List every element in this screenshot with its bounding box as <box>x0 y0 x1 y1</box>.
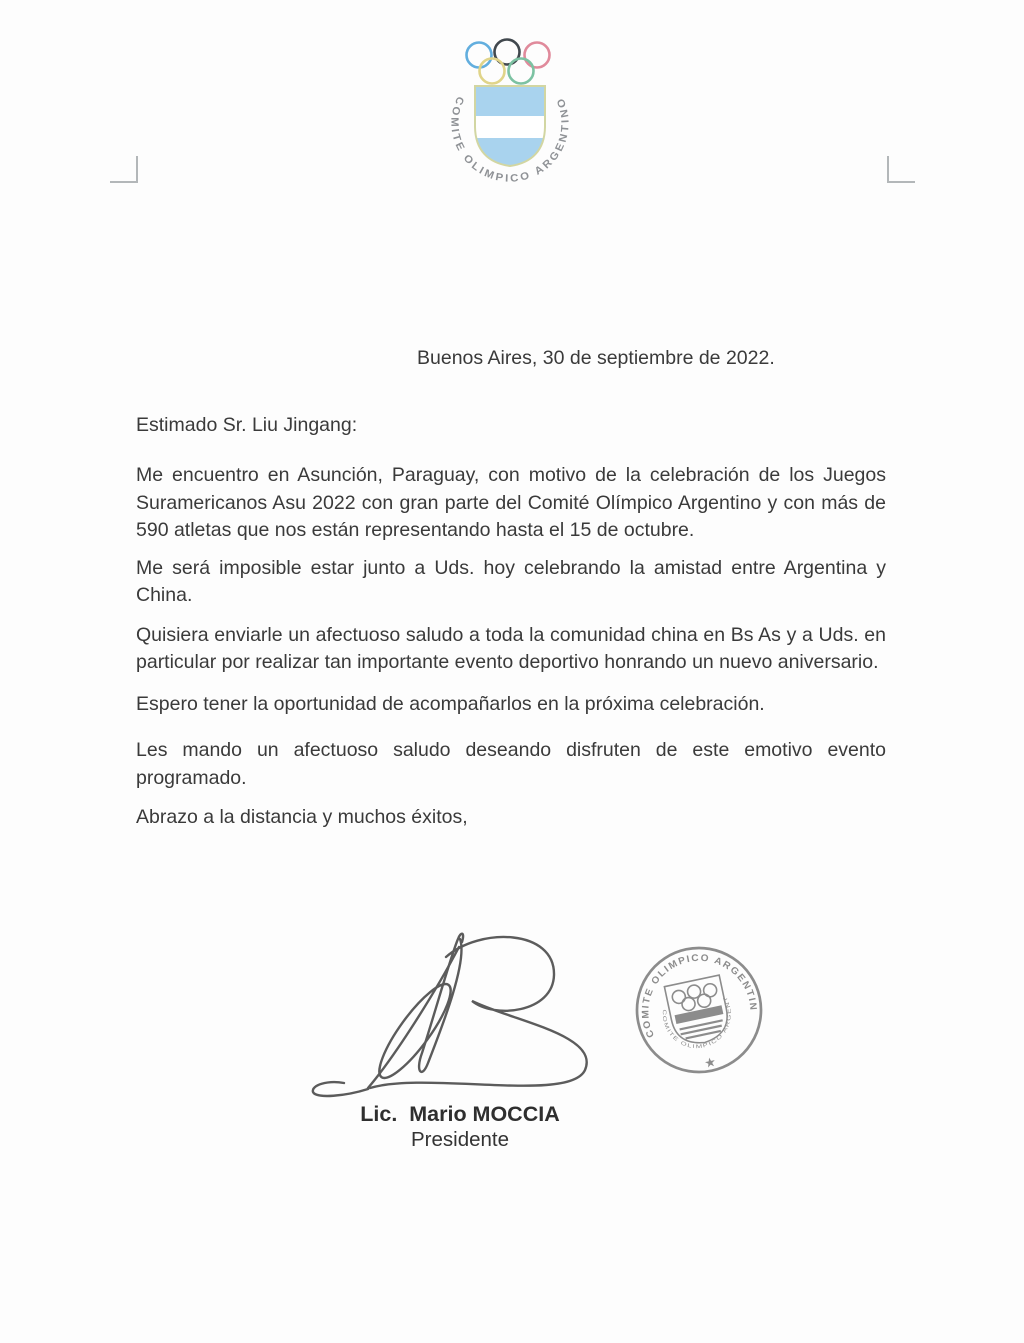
committee-ink-stamp <box>626 936 776 1086</box>
handwritten-signature <box>308 923 610 1105</box>
paragraph-3: Quisiera enviarle un afectuoso saludo a toda la comunidad china en Bs As y a Uds. en particular por realizar tan importante evento deportivo honrando un nuevo aniversario. <box>136 623 886 673</box>
registration-mark-left <box>110 156 138 183</box>
olympic-rings-icon <box>467 40 550 84</box>
signer-name: Lic. Mario MOCCIA <box>360 1102 560 1126</box>
stamp-arc-text: COMITE OLIMPICO ARGENTINO <box>640 952 759 1040</box>
olympic-committee-logo <box>437 26 589 206</box>
argentina-shield-icon <box>475 86 545 166</box>
paragraph-1: Me encuentro en Asunción, Paraguay, con motivo de la celebración de los Juegos Suramericanos Asu 2022 con gran parte del Comité Olímpico Argentino y con más de 590 atletas que nos están representando hasta el 15 de octubre. <box>136 464 886 541</box>
logo-arc-text: COMITE OLIMPICO ARGENTINO <box>448 94 572 185</box>
paragraph-6: Abrazo a la distancia y muchos éxitos, <box>136 806 468 828</box>
registration-mark-right <box>887 156 915 183</box>
letter-body <box>136 345 886 832</box>
paragraph-4: Espero tener la oportunidad de acompañarlos en la próxima celebración. <box>136 692 765 715</box>
signer-title: Presidente <box>410 1128 509 1151</box>
paragraph-5: Les mando un afectuoso saludo deseando disfruten de este emotivo evento programado. <box>136 739 886 789</box>
star-icon: ★ <box>702 1053 718 1071</box>
signer-block <box>310 1101 610 1152</box>
stamp-inner-arc-text: COMITE OLIMPICO ARGENTINO <box>660 996 733 1051</box>
salutation: Estimado Sr. Liu Jingang: <box>136 413 358 436</box>
paragraph-2: Me será imposible estar junto a Uds. hoy celebrando la amistad entre Argentina y China. <box>136 556 886 606</box>
date-line: Buenos Aires, 30 de septiembre de 2022. <box>417 347 775 369</box>
